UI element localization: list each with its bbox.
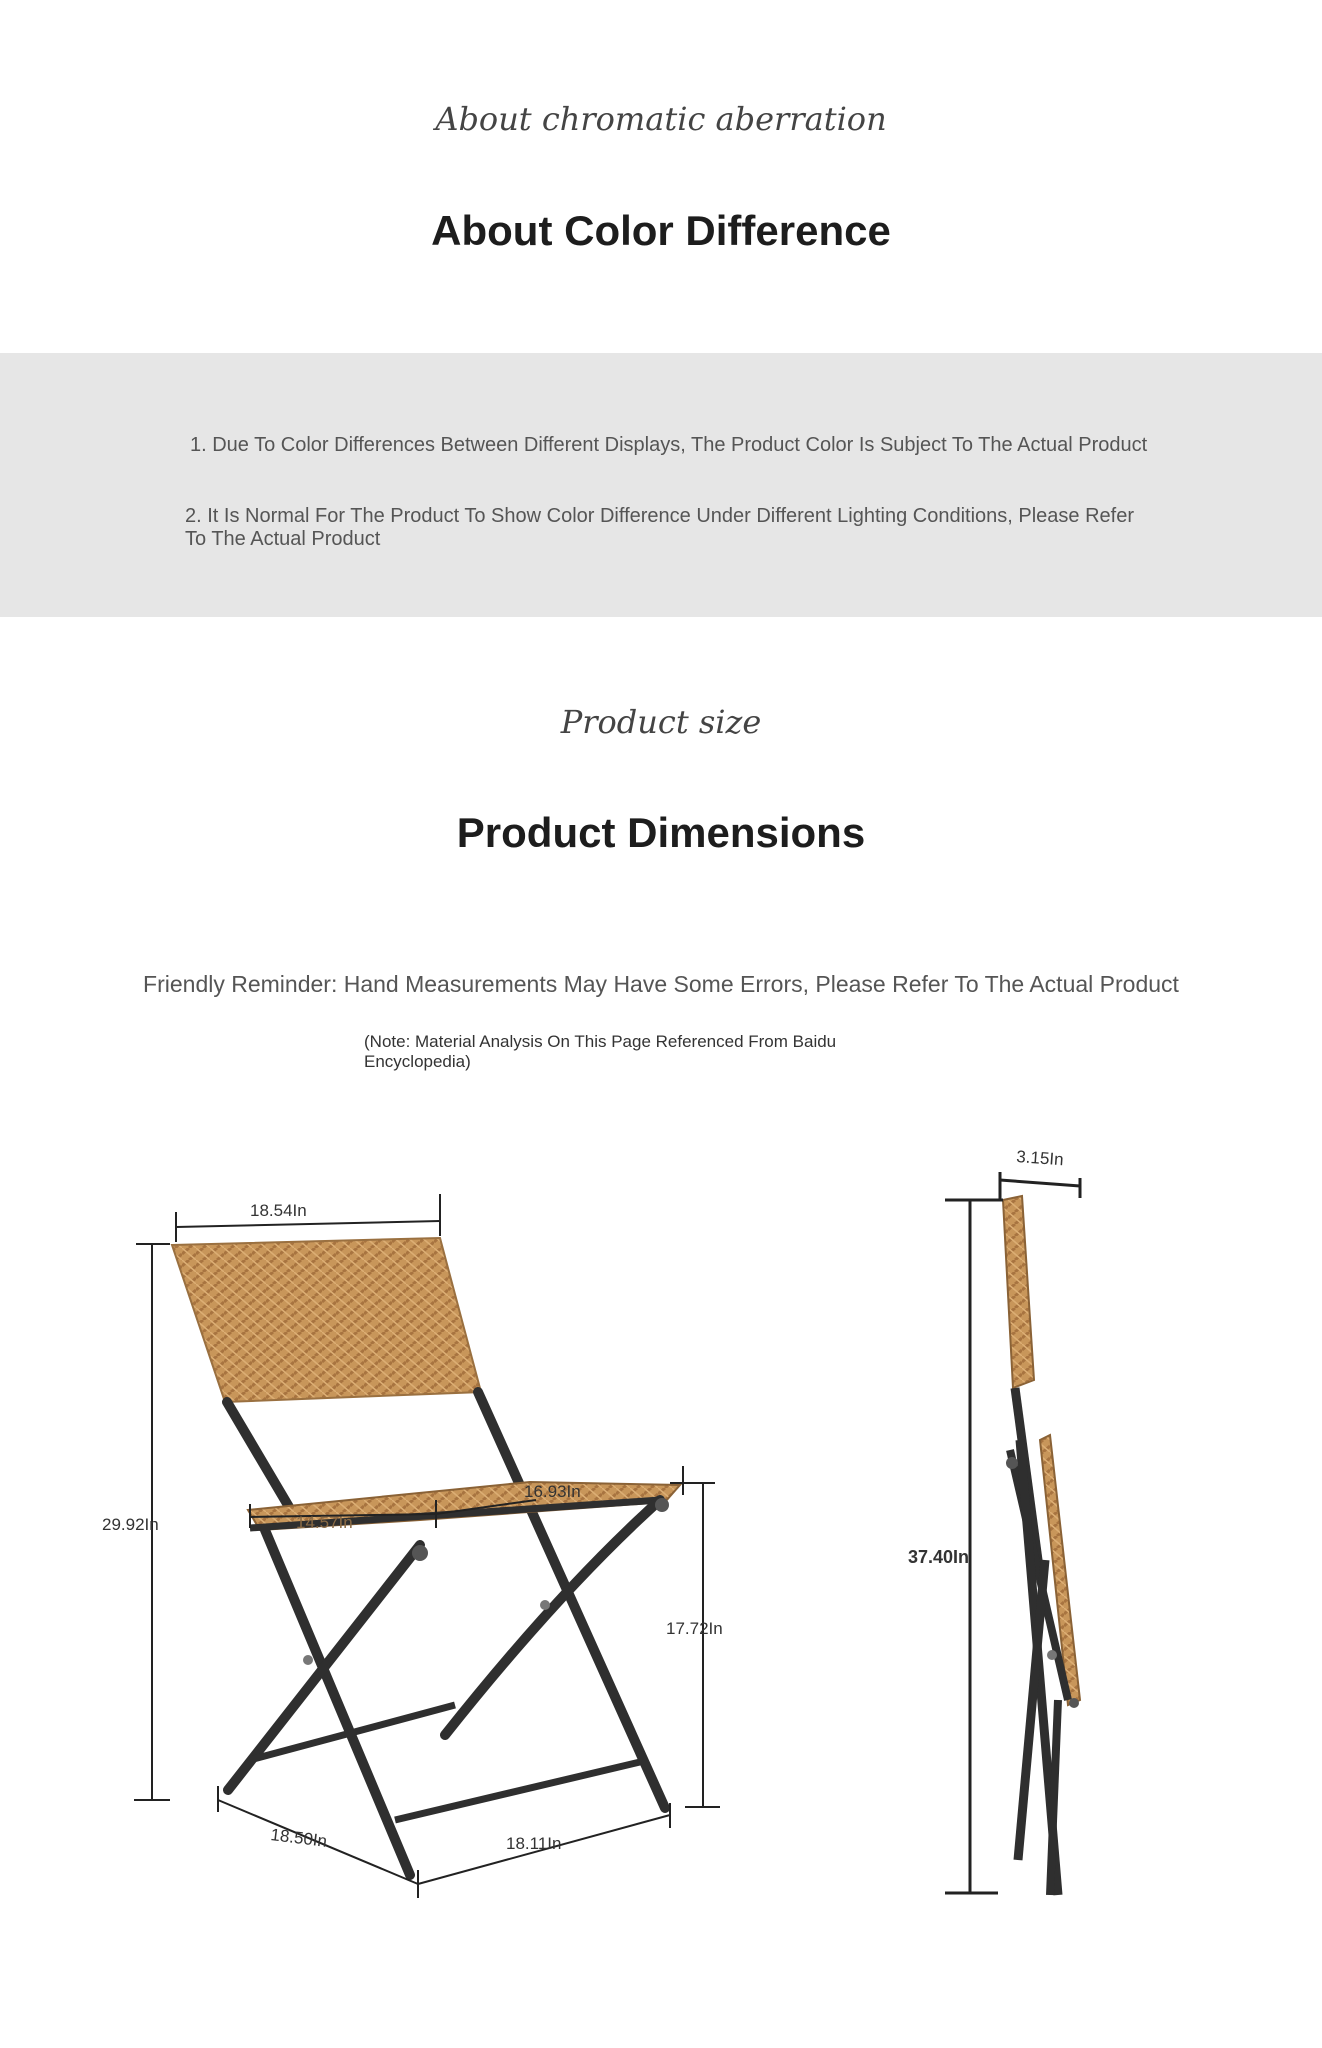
dim-label-base-depth: 18.50In: [269, 1825, 329, 1851]
material-note: (Note: Material Analysis On This Page Referenced From Baidu Encyclopedia): [364, 1032, 837, 1071]
dim-label-seat-width: 14.57In: [296, 1513, 353, 1532]
chair-frame-curved-arm: [445, 1500, 660, 1735]
dim-label-folded-thickness: 3.15In: [1015, 1147, 1065, 1170]
script-title-chromatic: About chromatic aberration: [435, 100, 887, 138]
dim-label-back-width: 18.54In: [250, 1201, 307, 1220]
chair-frame-back-right: [478, 1392, 665, 1808]
dim-label-base-width: 18.11In: [506, 1834, 562, 1853]
dim-label-seat-height: 17.72In: [666, 1619, 723, 1638]
folded-chair: [1003, 1196, 1080, 1895]
dim-label-seat-depth: 16.93In: [524, 1482, 581, 1501]
heading-product-dimensions: Product Dimensions: [456, 809, 866, 856]
friendly-reminder: Friendly Reminder: Hand Measurements May Have Some Errors, Please Refer To The Actual Product: [143, 971, 1179, 997]
color-point-1: 1. Due To Color Differences Between Different Displays, The Product Color Is Subject To The Actual Product: [190, 434, 1148, 456]
chair-backrest: [172, 1238, 481, 1402]
folded-backrest: [1003, 1196, 1034, 1388]
dim-label-overall-height: 29.92In: [102, 1515, 159, 1534]
dim-label-folded-height: 37.40In: [908, 1547, 970, 1567]
chair-frame-back-left: [227, 1402, 292, 1512]
heading-color-difference: About Color Difference: [431, 207, 891, 254]
color-point-2: 2. It Is Normal For The Product To Show Color Difference Under Different Lighting Conditions, Please Refer To The Actual Product: [185, 505, 1134, 550]
chair-frame-rear-cross: [228, 1545, 420, 1790]
script-title-product-size: Product size: [560, 703, 762, 741]
unfolded-chair: [172, 1238, 680, 1875]
